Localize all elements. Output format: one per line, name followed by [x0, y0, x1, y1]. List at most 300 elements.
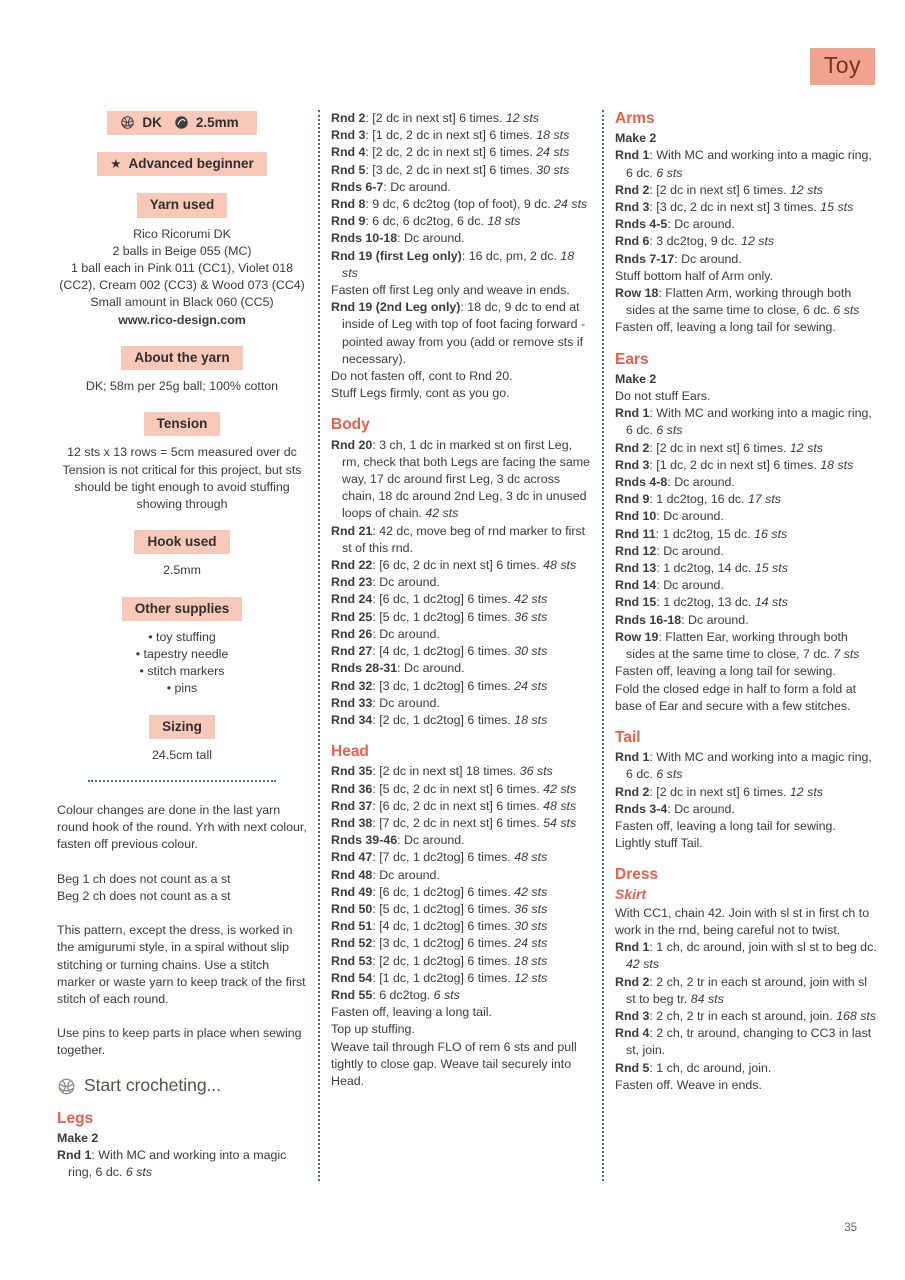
pattern-line: [331, 901, 591, 918]
pattern-step-label: Rnd 1: [57, 1147, 92, 1162]
note-paragraph: [57, 802, 307, 854]
info-badge-label: Yarn used: [149, 197, 215, 213]
pattern-step-label: Rnd 13: [615, 561, 657, 576]
pattern-step-label: Rnd 3: [331, 128, 366, 143]
yarn-skein-icon: [120, 115, 135, 130]
info-badge: [149, 715, 215, 739]
note-paragraph: [57, 871, 307, 905]
pattern-step-label: Rnd 5: [331, 162, 366, 177]
pattern-line: [331, 179, 591, 196]
stitch-count: 12 sts: [789, 440, 823, 455]
pattern-line: [615, 440, 879, 457]
stitch-count: 42 sts: [626, 957, 660, 972]
stitch-count: 48 sts: [543, 798, 577, 813]
pattern-line: [331, 299, 591, 368]
pattern-line: [331, 1004, 591, 1021]
pattern-step-text: : [4 dc, 1 dc2tog] 6 times.: [372, 644, 515, 659]
pattern-step-label: Rnd 37: [331, 798, 373, 813]
pattern-step-text: : [4 dc, 1 dc2tog] 6 times.: [372, 919, 515, 934]
pattern-step-label: Rnd 9: [331, 214, 366, 229]
pattern-line: [331, 953, 591, 970]
pattern-step-label: Rnd 3: [615, 457, 650, 472]
note-paragraph: [57, 922, 307, 1008]
subsection-heading: Skirt: [615, 885, 647, 902]
pattern-step-text: Fasten off first Leg only and weave in ends.: [331, 283, 570, 298]
pattern-line: [331, 660, 591, 677]
pattern-line: [331, 763, 591, 780]
pattern-line: [615, 182, 879, 199]
stitch-count: 30 sts: [514, 644, 548, 659]
pattern-step-label: Rnds 16-18: [615, 612, 682, 627]
pattern-line: [331, 815, 591, 832]
pattern-line: [615, 371, 879, 388]
pattern-step-label: Rnd 1: [615, 750, 650, 765]
stitch-count: 18 sts: [536, 128, 570, 143]
info-line: 1 ball each in Pink 011 (CC1), Violet 018 (CC2), Cream 002 (CC3) & Wood 073 (CC4): [59, 261, 305, 293]
stitch-count: 6 sts: [656, 423, 683, 438]
dotted-divider: [88, 780, 276, 782]
spec-value: DK: [142, 115, 162, 130]
note-line: This pattern, except the dress, is worked in the amigurumi style, in a spiral without slip stitching or turning chains. Use a stitch marker or waste yarn to keep track of the first stitch of each round.: [57, 923, 306, 1006]
pattern-step-text: : Dc around.: [667, 801, 735, 816]
info-line: 12 sts x 13 rows = 5cm measured over dc: [67, 445, 297, 460]
pattern-line: [615, 1025, 879, 1059]
pattern-line: [331, 557, 591, 574]
pattern-step-label: Rnd 48: [331, 867, 373, 882]
pattern-step-text: : 1 dc2tog, 16 dc.: [649, 492, 748, 507]
stitch-count: 42 sts: [514, 592, 548, 607]
pattern-step-label: Rnd 1: [615, 940, 650, 955]
pattern-line: [615, 577, 879, 594]
section-heading: Legs: [57, 1109, 94, 1127]
pattern-line: [615, 612, 879, 629]
stitch-count: 48 sts: [543, 558, 577, 573]
pattern-line: [331, 609, 591, 626]
pattern-step-label: Rnd 4: [331, 145, 366, 160]
pattern-line: [615, 835, 879, 852]
info-line: 2 balls in Beige 055 (MC): [112, 243, 252, 258]
pattern-line: [615, 905, 879, 939]
pattern-line: [615, 147, 879, 181]
info-line: DK; 58m per 25g ball; 100% cotton: [85, 379, 279, 394]
pattern-step-text: : [1 dc, 2 dc in next st] 6 times.: [365, 128, 537, 143]
pattern-line: [331, 1039, 591, 1091]
pattern-step-label: Rnds 4-5: [615, 217, 668, 232]
pattern-step-label: Rnds 6-7: [331, 179, 384, 194]
pattern-line: [615, 233, 879, 250]
pattern-step-text: : 6 dc2tog.: [372, 987, 434, 1002]
pattern-line: [615, 974, 879, 1008]
pattern-step-text: : Dc around.: [397, 661, 465, 676]
pattern-step-label: Rnd 34: [331, 712, 373, 727]
pattern-line: [331, 213, 591, 230]
stitch-count: 36 sts: [519, 764, 553, 779]
pattern-line: [331, 127, 591, 144]
pattern-step-text: : With MC and working into a magic ring, 6 dc.: [626, 406, 872, 438]
stitch-count: 30 sts: [536, 162, 570, 177]
pattern-step-label: Rnd 2: [331, 111, 366, 125]
stitch-count: 18 sts: [514, 953, 548, 968]
info-badge-label: Tension: [156, 416, 208, 432]
stitch-count: 18 sts: [820, 457, 854, 472]
stitch-count: 24 sts: [536, 145, 570, 160]
pattern-line: [57, 1130, 307, 1147]
pattern-line: [615, 663, 879, 680]
pattern-line: [331, 849, 591, 866]
stitch-count: 16 sts: [754, 526, 788, 541]
pattern-step-text: : [7 dc, 2 dc in next st] 6 times.: [372, 815, 544, 830]
pattern-line: [615, 251, 879, 268]
pattern-step-text: : 16 dc, pm, 2 dc.: [461, 248, 561, 263]
stitch-count: 12 sts: [514, 970, 548, 985]
pattern-line: [331, 935, 591, 952]
pattern-line: [331, 712, 591, 729]
pattern-step-text: : [6 dc, 1 dc2tog] 6 times.: [372, 592, 515, 607]
note-line: Use pins to keep parts in place when sewing together.: [57, 1026, 302, 1058]
section-heading: Dress: [615, 866, 659, 884]
info-line: 2.5mm: [163, 563, 201, 578]
pattern-line: [331, 591, 591, 608]
pattern-step-label: Rnds 3-4: [615, 801, 668, 816]
pattern-step-text: With CC1, chain 42. Join with sl st in first ch to work in the rnd, being careful not to twist.: [615, 905, 870, 937]
info-badge: [137, 193, 228, 217]
info-badge: [144, 412, 221, 436]
pattern-step-text: Fasten off. Weave in ends.: [615, 1077, 762, 1092]
pattern-line: [331, 162, 591, 179]
section-heading: Head: [331, 743, 369, 761]
pattern-step-label: Rnd 19 (first Leg only): [331, 248, 462, 263]
stitch-count: 18 sts: [342, 248, 575, 280]
pattern-step-text: : [3 dc, 1 dc2tog] 6 times.: [372, 678, 515, 693]
pattern-step-label: Rnd 25: [331, 609, 373, 624]
pattern-step-text: : 2 ch, 2 tr in each st around, join with sl st to beg tr.: [626, 974, 868, 1006]
column-divider-left: [318, 110, 320, 1181]
pattern-step-label: Make 2: [615, 371, 657, 386]
pattern-step-label: Make 2: [57, 1130, 99, 1145]
pattern-step-text: Fasten off, leaving a long tail for sewing.: [615, 664, 836, 679]
pattern-line: [615, 388, 879, 405]
pattern-line: [331, 626, 591, 643]
yarn-ball-icon: [57, 1077, 76, 1096]
start-heading-label: Start crocheting...: [84, 1075, 222, 1096]
stitch-count: 12 sts: [789, 784, 823, 799]
pattern-step-text: : [3 dc, 2 dc in next st] 3 times.: [649, 200, 821, 215]
pattern-step-label: Rnd 36: [331, 781, 373, 796]
pattern-line: [615, 749, 879, 783]
stitch-count: 24 sts: [554, 197, 588, 212]
pattern-line: [615, 319, 879, 336]
pattern-line: [615, 939, 879, 973]
pattern-step-text: : Flatten Ear, working through both sides at the same time to close, 7 dc.: [626, 629, 848, 662]
pattern-line: [615, 1008, 879, 1025]
pattern-step-label: Rnd 12: [615, 543, 657, 558]
stitch-count: 12 sts: [789, 182, 823, 197]
pattern-step-text: : Dc around.: [372, 575, 440, 590]
pattern-step-text: : [3 dc, 2 dc in next st] 6 times.: [365, 162, 537, 177]
pattern-step-text: Weave tail through FLO of rem 6 sts and pull tightly to close gap. Weave tail securely into Head.: [331, 1039, 577, 1088]
pattern-step-label: Rnd 8: [331, 197, 366, 212]
section-heading: Ears: [615, 350, 649, 368]
stitch-count: 42 sts: [514, 884, 548, 899]
pattern-step-text: : Dc around.: [372, 867, 440, 882]
pattern-line: [331, 781, 591, 798]
info-badge-label: Hook used: [147, 534, 217, 550]
pattern-line: [331, 832, 591, 849]
pattern-step-label: Rnd 24: [331, 592, 373, 607]
pattern-line: [615, 629, 879, 663]
stitch-count: 15 sts: [820, 200, 854, 215]
pattern-step-text: : [2 dc in next st] 6 times.: [365, 111, 506, 125]
pattern-line: [331, 385, 591, 402]
pattern-step-text: : Dc around.: [372, 626, 440, 641]
pattern-step-text: : Dc around.: [674, 251, 742, 266]
pattern-line: [615, 594, 879, 611]
stitch-count: 18 sts: [514, 712, 548, 727]
pattern-step-label: Rnd 26: [331, 626, 373, 641]
pattern-step-text: : [2 dc, 1 dc2tog] 6 times.: [372, 712, 515, 727]
stitch-count: 168 sts: [836, 1008, 877, 1023]
pattern-line: [615, 1060, 879, 1077]
column-left: [57, 110, 307, 1181]
pattern-step-text: : [2 dc in next st] 18 times.: [372, 764, 520, 779]
pattern-step-text: : 2 ch, tr around, changing to CC3 in last st, join.: [626, 1026, 872, 1058]
pattern-step-label: Rnds 10-18: [331, 231, 398, 246]
supplies-list: [57, 629, 307, 698]
pattern-step-text: : [3 dc, 1 dc2tog] 6 times.: [372, 936, 515, 951]
info-line: Tension is not critical for this project, but sts should be tight enough to avoid stuffing showing through: [62, 462, 302, 512]
pattern-step-label: Make 2: [615, 131, 657, 146]
section-heading: Body: [331, 416, 370, 434]
pattern-line: [331, 678, 591, 695]
pattern-step-text: : 1 ch, dc around, join with sl st to beg dc.: [649, 940, 877, 955]
pattern-step-text: : Dc around.: [397, 833, 465, 848]
pattern-step-label: Rnd 3: [615, 200, 650, 215]
pattern-step-text: : Dc around.: [372, 695, 440, 710]
info-badge-label: About the yarn: [134, 349, 230, 365]
info-line: Small amount in Black 060 (CC5): [90, 295, 274, 310]
spec-value: 2.5mm: [195, 115, 239, 130]
stitch-count: 24 sts: [514, 936, 548, 951]
pattern-line: [615, 1077, 879, 1094]
pattern-step-text: Stuff Legs firmly, cont as you go.: [331, 386, 510, 401]
pattern-step-text: Do not fasten off, cont to Rnd 20.: [331, 369, 513, 384]
pattern-step-text: : 3 ch, 1 dc in marked st on first Leg, rm, check that both Legs are facing the same way, 17 dc around first Leg, 3 dc across chain, 18 dc around 2nd Leg, 3 dc in unused loops of chain.: [342, 437, 590, 521]
pattern-line: [615, 681, 879, 715]
pattern-step-label: Rnd 51: [331, 919, 373, 934]
pattern-step-label: Rnd 14: [615, 578, 657, 593]
stitch-count: 7 sts: [833, 647, 860, 662]
pattern-line: [331, 368, 591, 385]
pattern-step-text: : [6 dc, 2 dc in next st] 6 times.: [372, 558, 544, 573]
stitch-count: 6 sts: [656, 767, 683, 782]
stitch-count: 84 sts: [690, 991, 724, 1006]
stitch-count: 14 sts: [754, 595, 788, 610]
pattern-step-text: : [2 dc in next st] 6 times.: [649, 182, 790, 197]
pattern-step-label: Rnd 38: [331, 815, 373, 830]
supply-item: • tapestry needle: [57, 646, 307, 663]
pattern-step-label: Rnd 50: [331, 901, 373, 916]
pattern-step-text: Fasten off, leaving a long tail for sewing.: [615, 818, 836, 833]
pattern-step-text: : Dc around.: [656, 543, 724, 558]
pattern-line: [331, 437, 591, 523]
pattern-line: [331, 643, 591, 660]
pattern-step-text: : Flatten Arm, working through both sides at the same time to close, 6 dc.: [626, 286, 852, 318]
page-number: 35: [844, 1222, 857, 1234]
pattern-step-text: : Dc around.: [667, 217, 735, 232]
pattern-step-text: Top up stuffing.: [331, 1022, 415, 1037]
stitch-count: 6 sts: [125, 1165, 153, 1180]
pattern-step-label: Rnd 33: [331, 695, 373, 710]
pattern-line: [331, 574, 591, 591]
pattern-step-label: Rnd 6: [615, 234, 650, 249]
column-right: [615, 110, 879, 1181]
pattern-step-text: : [2 dc, 2 dc in next st] 6 times.: [365, 145, 537, 160]
pattern-step-label: Row 19: [615, 629, 659, 644]
info-text: [57, 562, 307, 579]
spec-badge: [107, 111, 256, 135]
pattern-line: [615, 508, 879, 525]
pattern-step-text: : Dc around.: [656, 509, 724, 524]
pattern-line: [331, 918, 591, 935]
note-paragraph: [57, 1025, 307, 1059]
pattern-step-text: : [2 dc in next st] 6 times.: [649, 440, 790, 455]
info-badge: [122, 597, 243, 621]
pattern-step-text: : 1 dc2tog, 15 dc.: [655, 526, 755, 541]
pattern-step-text: : Dc around.: [383, 179, 451, 194]
pattern-line: [331, 695, 591, 712]
pattern-line: [615, 560, 879, 577]
info-badge-label: Advanced beginner: [128, 156, 254, 172]
pattern-step-text: : 42 dc, move beg of rnd marker to first st of this rnd.: [342, 523, 586, 555]
pattern-step-label: Rnd 47: [331, 850, 373, 865]
pattern-line: [615, 543, 879, 560]
pattern-step-text: : 9 dc, 6 dc2tog (top of foot), 9 dc.: [365, 197, 555, 212]
pattern-step-text: Fasten off, leaving a long tail for sewing.: [615, 320, 836, 335]
info-line: www.rico-design.com: [118, 312, 246, 327]
pattern-line: [57, 1147, 307, 1181]
pattern-line: [615, 818, 879, 835]
pattern-step-label: Rnd 52: [331, 936, 373, 951]
pattern-line: [615, 285, 879, 319]
pattern-line: [331, 248, 591, 282]
pattern-step-label: Rnd 19 (2nd Leg only): [331, 300, 461, 315]
pattern-line: [615, 405, 879, 439]
pattern-step-text: : With MC and working into a magic ring, 6 dc.: [626, 148, 872, 180]
supply-item: • stitch markers: [57, 663, 307, 680]
note-line: Colour changes are done in the last yarn round hook of the round. Yrh with next colour, fasten off previous colour.: [57, 803, 307, 852]
stitch-count: 17 sts: [747, 492, 781, 507]
pattern-line: [615, 457, 879, 474]
stitch-count: 42 sts: [543, 781, 577, 796]
stitch-count: 24 sts: [514, 678, 548, 693]
pattern-line: [331, 798, 591, 815]
pattern-step-text: : [5 dc, 2 dc in next st] 6 times.: [372, 781, 544, 796]
pattern-line: [331, 144, 591, 161]
pattern-line: [615, 199, 879, 216]
pattern-step-text: : Dc around.: [681, 612, 749, 627]
pattern-step-label: Rnd 2: [615, 440, 650, 455]
pattern-step-label: Rnd 1: [615, 406, 650, 421]
pattern-line: [331, 884, 591, 901]
pattern-line: [331, 196, 591, 213]
pattern-line: [615, 784, 879, 801]
content-columns: [57, 110, 879, 1181]
pattern-step-label: Rnd 32: [331, 678, 373, 693]
pattern-step-text: Do not stuff Ears.: [615, 389, 711, 404]
pattern-step-label: Rnd 3: [615, 1008, 650, 1023]
pattern-step-text: : 1 ch, dc around, join.: [649, 1060, 772, 1075]
stitch-count: 12 sts: [741, 234, 775, 249]
info-badge: [97, 152, 267, 176]
note-line: Beg 1 ch does not count as a st: [57, 871, 231, 886]
pattern-step-text: : [2 dc, 1 dc2tog] 6 times.: [372, 953, 515, 968]
pattern-step-label: Rnds 7-17: [615, 251, 675, 266]
stitch-count: 36 sts: [514, 901, 548, 916]
pattern-line: [331, 282, 591, 299]
pattern-line: [615, 474, 879, 491]
pattern-step-label: Rnd 35: [331, 764, 373, 779]
pattern-line: [615, 216, 879, 233]
pattern-step-text: : With MC and working into a magic ring, 6 dc.: [68, 1147, 287, 1180]
pattern-step-text: : 3 dc2tog, 9 dc.: [649, 234, 742, 249]
info-badge-label: Sizing: [162, 718, 202, 734]
pattern-step-text: : Dc around.: [656, 578, 724, 593]
pattern-line: [331, 987, 591, 1004]
pattern-step-text: : [5 dc, 1 dc2tog] 6 times.: [372, 901, 515, 916]
section-heading: Tail: [615, 728, 641, 746]
info-badge: [121, 346, 242, 370]
pattern-step-label: Rnd 27: [331, 644, 373, 659]
pattern-step-text: Lightly stuff Tail.: [615, 836, 703, 851]
stitch-count: 36 sts: [514, 609, 548, 624]
info-text: [57, 378, 307, 395]
pattern-step-label: Rnd 54: [331, 970, 373, 985]
note-line: Beg 2 ch does not count as a st: [57, 888, 231, 903]
pattern-step-text: : 18 dc, 9 dc to end at inside of Leg with top of foot facing forward - pointed away from you (add or remove sts if necessary).: [342, 300, 586, 366]
stitch-count: 6 sts: [833, 303, 860, 318]
stitch-count: 30 sts: [514, 919, 548, 934]
pattern-step-text: : Dc around.: [667, 475, 735, 490]
pattern-step-label: Rnd 2: [615, 182, 650, 197]
supply-item: • toy stuffing: [57, 629, 307, 646]
stitch-count: 54 sts: [543, 815, 577, 830]
category-tag: Toy: [810, 48, 875, 85]
pattern-line: [331, 230, 591, 247]
pattern-step-text: : [6 dc, 2 dc in next st] 6 times.: [372, 798, 544, 813]
pattern-line: [615, 491, 879, 508]
pattern-line: [615, 268, 879, 285]
pattern-step-label: Rnd 22: [331, 558, 373, 573]
section-heading: Arms: [615, 110, 655, 127]
star-icon: ★: [110, 156, 122, 171]
start-crocheting-heading: [57, 1077, 307, 1096]
pattern-step-text: : [7 dc, 1 dc2tog] 6 times.: [372, 850, 515, 865]
pattern-step-text: Stuff bottom half of Arm only.: [615, 268, 773, 283]
crochet-hook-icon: [174, 115, 189, 130]
stitch-count: 12 sts: [505, 111, 539, 125]
pattern-line: [331, 867, 591, 884]
info-text: [57, 226, 307, 329]
pattern-step-text: : [6 dc, 1 dc2tog] 6 times.: [372, 884, 515, 899]
pattern-line: [331, 523, 591, 557]
pattern-step-text: Fasten off, leaving a long tail.: [331, 1005, 492, 1020]
pattern-step-text: : [2 dc in next st] 6 times.: [649, 784, 790, 799]
pattern-step-label: Rnd 23: [331, 575, 373, 590]
pattern-step-label: Rnds 39-46: [331, 833, 398, 848]
pattern-line: [615, 130, 879, 147]
pattern-step-label: Rnd 11: [615, 526, 656, 541]
column-divider-right: [602, 110, 604, 1181]
